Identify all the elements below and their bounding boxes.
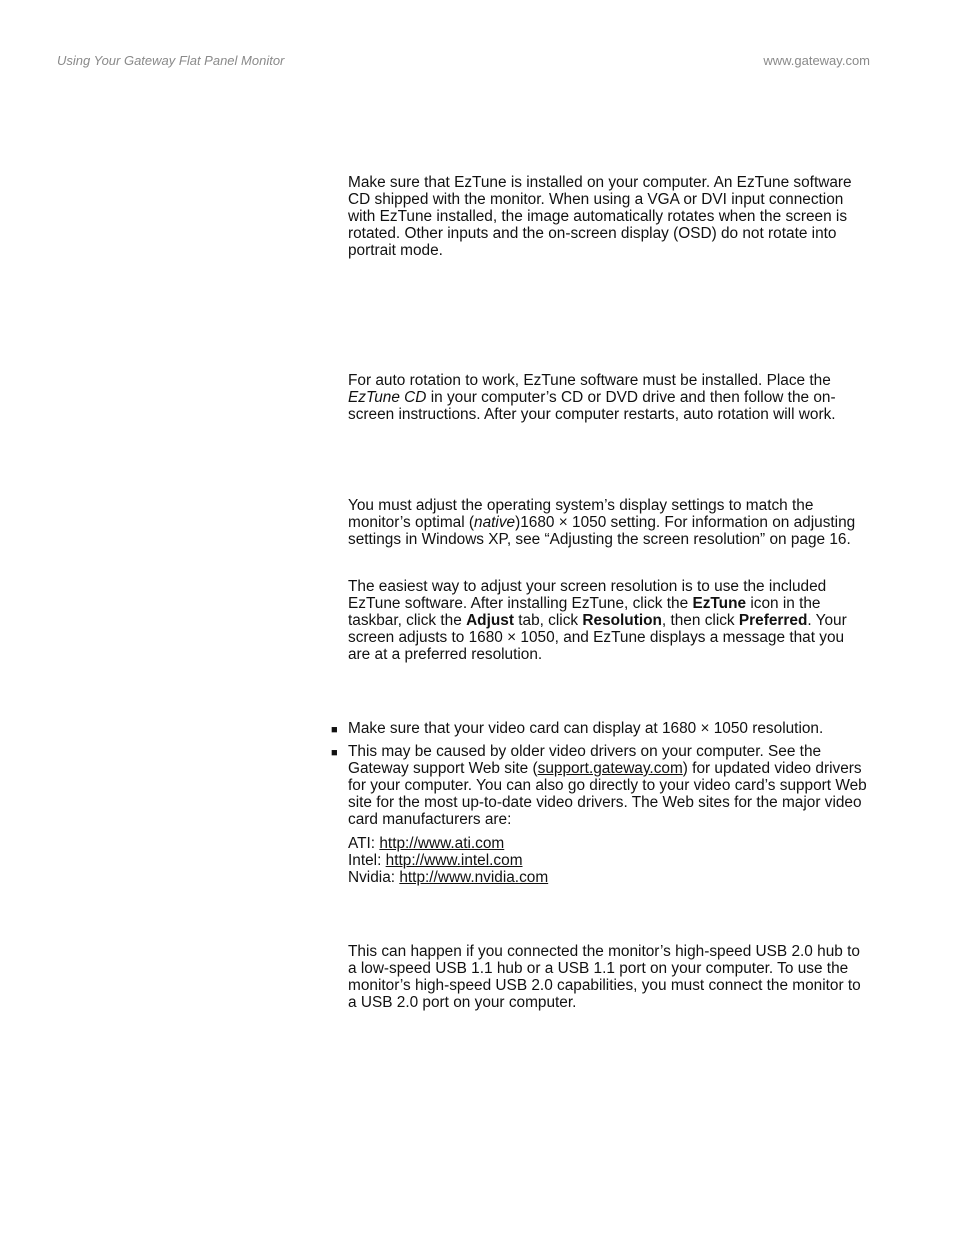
text: For auto rotation to work, EzTune software must be installed. Place the	[348, 372, 831, 389]
text: icon in the taskbar, click the	[348, 595, 821, 629]
text: )1680 × 1050 setting. For information on adjusting settings in Windows XP, see “Adjusting the screen resolution” on page 16.	[348, 514, 856, 548]
link-nvidia[interactable]: http://www.nvidia.com	[399, 869, 549, 886]
vendor-ati	[348, 835, 870, 852]
vendor-label: Intel:	[348, 852, 386, 869]
text: . Your screen adjusts to 1680 × 1050, and EzTune displays a message that you are at a preferred resolution.	[348, 612, 847, 663]
text: ) for updated video drivers for your computer. You can also go directly to your video card’s support Web site for the most up-to-date video drivers. The Web sites for the major video card manufacturers are:	[348, 760, 867, 828]
bold-resolution: Resolution	[582, 612, 662, 629]
emphasis-native: native	[474, 514, 516, 531]
vendor-label: ATI:	[348, 835, 380, 852]
paragraph-eztune-resolution	[348, 578, 870, 663]
text: in your computer’s CD or DVD drive and then follow the on-screen instructions. After your computer restarts, auto rotation will work.	[348, 389, 836, 423]
text: The easiest way to adjust your screen resolution is to use the included EzTune software. After installing EzTune, click the	[348, 578, 827, 612]
text: This may be caused by older video drivers on your computer. See the Gateway support Web site (	[348, 743, 822, 777]
vendor-intel	[348, 852, 870, 869]
running-header-url: www.gateway.com	[763, 53, 870, 68]
bullet-marker: ■	[331, 724, 338, 736]
text: , then click	[661, 612, 735, 629]
link-ati[interactable]: http://www.ati.com	[379, 835, 505, 852]
vendor-nvidia	[348, 869, 870, 886]
link-support-gateway[interactable]: support.gateway.com	[537, 760, 683, 777]
text: You must adjust the operating system’s display settings to match the monitor’s optimal (	[348, 497, 814, 531]
bullet-video-drivers	[348, 743, 870, 828]
vendor-links	[348, 835, 870, 886]
link-intel[interactable]: http://www.intel.com	[385, 852, 523, 869]
bold-preferred: Preferred	[738, 612, 808, 629]
bold-eztune: EzTune	[692, 595, 747, 612]
text: tab, click	[518, 612, 579, 629]
emphasis-eztune-cd: EzTune CD	[348, 389, 427, 406]
paragraph-auto-rotation	[348, 372, 870, 423]
running-header-title: Using Your Gateway Flat Panel Monitor	[57, 53, 285, 68]
bold-adjust: Adjust	[466, 612, 514, 629]
vendor-label: Nvidia:	[348, 869, 400, 886]
paragraph-eztune-installed: Make sure that EzTune is installed on your computer. An EzTune software CD shipped with the monitor. When using a VGA or DVI input connection with EzTune installed, the image automatically rotates when the screen is rotated. Other inputs and the on-screen display (OSD) do not rotate into portrait mode.	[348, 174, 852, 259]
bullet-video-card: Make sure that your video card can display at 1680 × 1050 resolution.	[348, 720, 824, 737]
bullet-marker: ■	[331, 747, 338, 759]
paragraph-native-resolution	[348, 497, 870, 548]
paragraph-usb-hub: This can happen if you connected the monitor’s high-speed USB 2.0 hub to a low-speed USB 1.1 hub or a USB 1.1 port on your computer. To use the monitor’s high-speed USB 2.0 capabilities, you must connect the monitor to a USB 2.0 port on your computer.	[348, 943, 861, 1011]
